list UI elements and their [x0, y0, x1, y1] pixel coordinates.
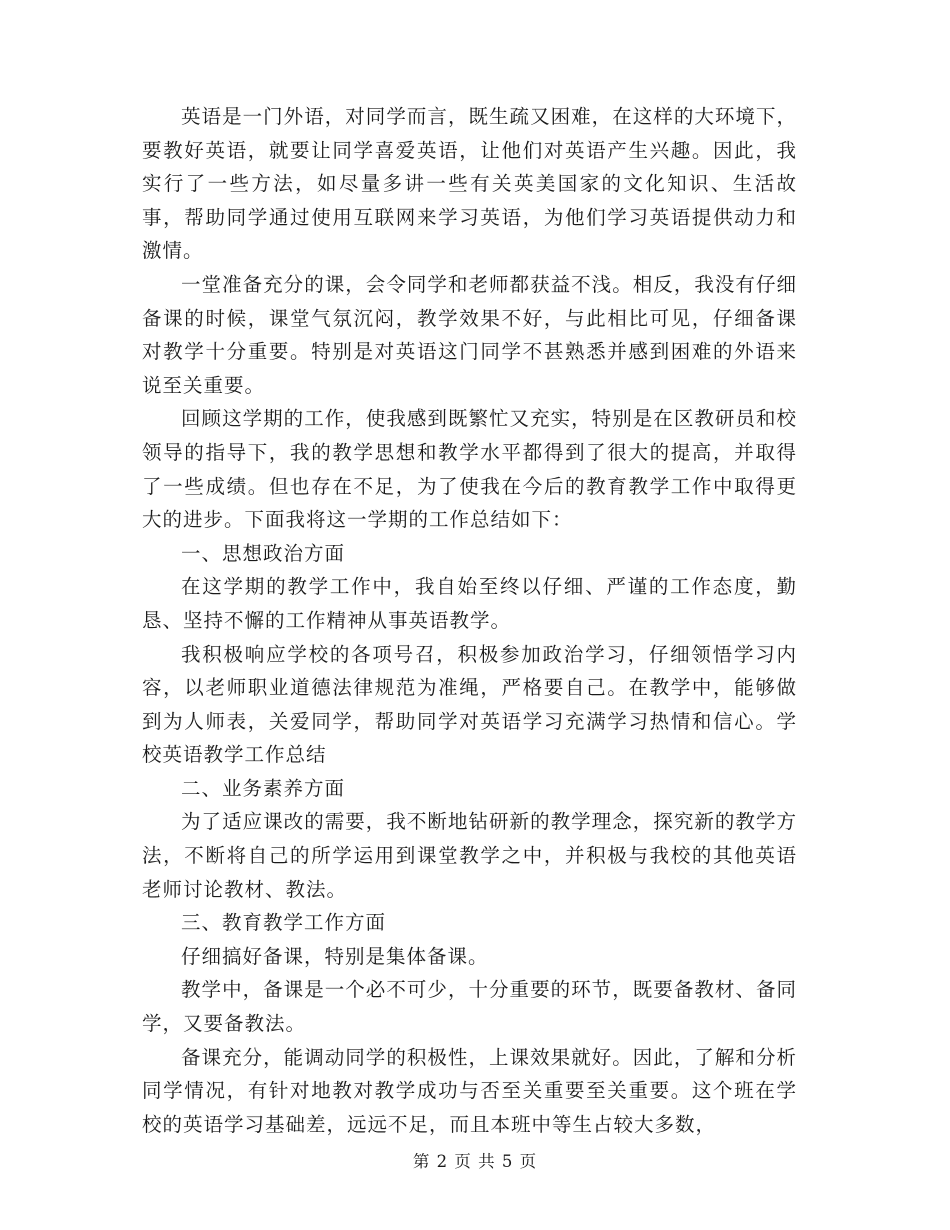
paragraph: 回顾这学期的工作，使我感到既繁忙又充实，特别是在区教研员和校领导的指导下，我的教学思想和教学水平都得到了很大的提高，并取得了一些成绩。但也存在不足，为了使我在今后的教育教学工作中取得更大的进步。下面我将这一学期的工作总结如下： — [142, 407, 797, 532]
document-body — [142, 100, 797, 1141]
section-heading: 三、教育教学工作方面 — [181, 911, 387, 935]
section-heading: 二、业务素养方面 — [181, 776, 346, 800]
paragraph: 一堂准备充分的课，会令同学和老师都获益不浅。相反，我没有仔细备课的时候，课堂气氛沉闷，教学效果不好，与此相比可见，仔细备课对教学十分重要。特别是对英语这门同学不甚熟悉并感到困难的外语来说至关重要。 — [142, 272, 797, 397]
page-number: 第 2 页 共 5 页 — [412, 1152, 538, 1171]
paragraph: 为了适应课改的需要，我不断地钻研新的教学理念，探究新的教学方法，不断将自己的所学运用到课堂教学之中，并积极与我校的其他英语老师讨论教材、教法。 — [142, 810, 797, 901]
paragraph: 教学中，备课是一个必不可少，十分重要的环节，既要备教材、备同学，又要备教法。 — [142, 978, 797, 1036]
paragraph: 在这学期的教学工作中，我自始至终以仔细、严谨的工作态度，勤恳、坚持不懈的工作精神从事英语教学。 — [142, 575, 797, 632]
paragraph: 英语是一门外语，对同学而言，既生疏又困难，在这样的大环境下，要教好英语，就要让同学喜爱英语，让他们对英语产生兴趣。因此，我实行了一些方法，如尽量多讲一些有关英美国家的文化知识、生活故事，帮助同学通过使用互联网来学习英语，为他们学习英语提供动力和激情。 — [142, 105, 797, 263]
paragraph: 仔细搞好备课，特别是集体备课。 — [181, 944, 489, 968]
paragraph: 我积极响应学校的各项号召，积极参加政治学习，仔细领悟学习内容，以老师职业道德法律规范为准绳，严格要自己。在教学中，能够做到为人师表，关爱同学，帮助同学对英语学习充满学习热情和信心。学校英语教学工作总结 — [142, 642, 797, 767]
section-heading: 一、思想政治方面 — [181, 541, 346, 565]
paragraph: 备课充分，能调动同学的积极性，上课效果就好。因此，了解和分析同学情况，有针对地教对教学成功与否至关重要至关重要。这个班在学校的英语学习基础差，远远不足，而且本班中等生占较大多数， — [142, 1045, 797, 1136]
